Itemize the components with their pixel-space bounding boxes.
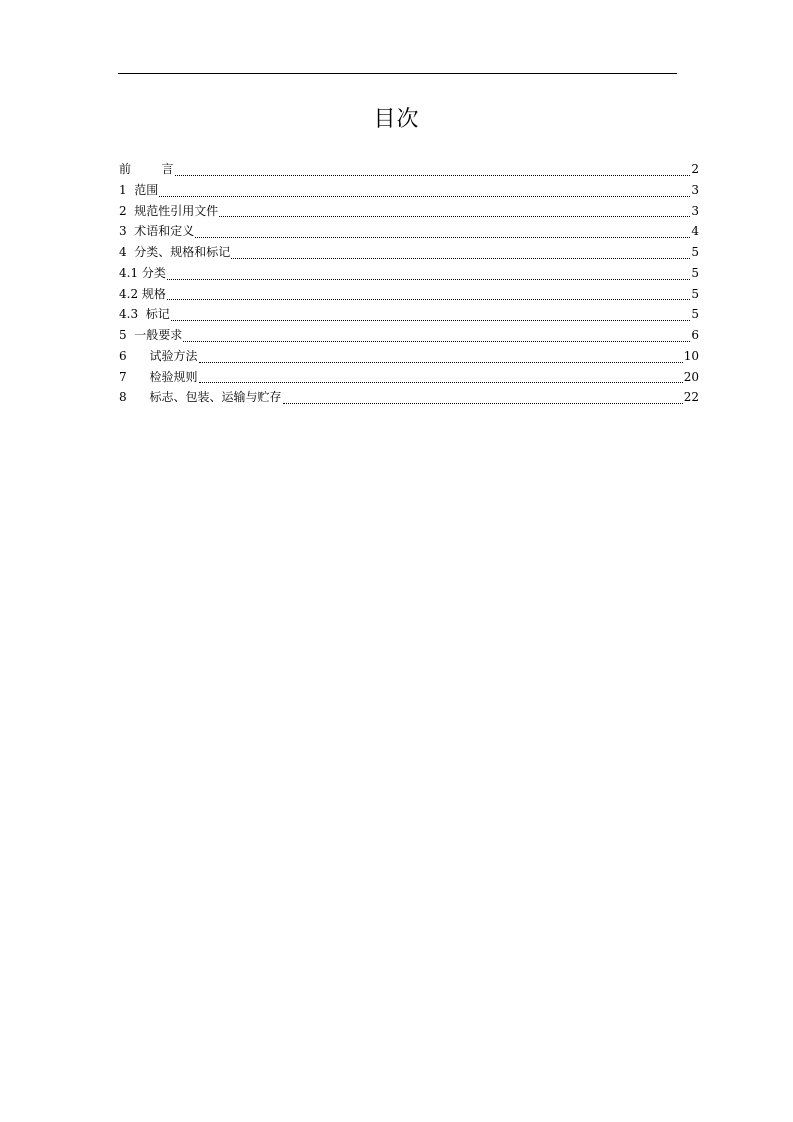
toc-leader-dots [219, 216, 690, 217]
toc-entry-page: 5 [691, 265, 699, 280]
toc-entry[interactable] [119, 367, 699, 388]
toc-entry-label: 言 [161, 162, 174, 176]
toc-entry-label: 规格 [141, 286, 166, 301]
toc-entry-page: 5 [691, 307, 699, 322]
toc-entry-label: 一般要求 [134, 328, 183, 342]
toc-entry-number: 5 [119, 328, 127, 342]
toc-entry-number: 4.2 [119, 286, 139, 301]
toc-entry-gap [127, 201, 135, 222]
toc-leader-dots [283, 403, 683, 404]
toc-entry[interactable] [119, 242, 699, 263]
toc-entry-label: 检验规则 [149, 369, 198, 384]
toc-leader-dots [167, 299, 690, 300]
toc-entry-number: 6 [119, 348, 127, 363]
toc-entry[interactable] [119, 180, 699, 201]
toc-entry[interactable] [119, 304, 699, 325]
toc-entry-gap [127, 346, 150, 367]
toc-leader-dots [199, 382, 683, 383]
toc-leader-dots [159, 196, 690, 197]
toc-entry-gap [127, 221, 135, 242]
toc-entry-page: 20 [683, 369, 699, 384]
toc-entry-gap [127, 180, 135, 201]
toc-leader-dots [199, 362, 683, 363]
toc-entry[interactable] [119, 284, 699, 305]
toc-entry-gap [127, 387, 150, 408]
header-rule [118, 73, 677, 74]
table-of-contents [119, 159, 699, 408]
toc-entry-page: 5 [691, 286, 699, 301]
toc-entry[interactable] [119, 201, 699, 222]
toc-entry-label: 分类、规格和标记 [134, 245, 231, 259]
toc-entry[interactable] [119, 325, 699, 346]
toc-entry-page: 3 [691, 203, 699, 218]
toc-entry-number: 4 [119, 245, 127, 259]
toc-entry-page: 22 [683, 390, 699, 405]
toc-entry-page: 4 [691, 224, 699, 239]
toc-entry-label: 范围 [134, 182, 159, 197]
toc-entry-label: 试验方法 [149, 348, 198, 363]
toc-entry-number: 7 [119, 369, 127, 384]
toc-entry-page: 2 [691, 162, 699, 176]
toc-entry-gap [127, 325, 135, 346]
toc-entry[interactable] [119, 221, 699, 242]
toc-entry-label: 术语和定义 [134, 224, 195, 239]
toc-entry-gap [127, 367, 150, 388]
toc-entry-number: 3 [119, 224, 127, 239]
toc-entry-number: 8 [119, 390, 127, 405]
toc-entry-gap [127, 242, 135, 263]
toc-leader-dots [171, 320, 691, 321]
toc-entry[interactable] [119, 159, 699, 180]
toc-entry-page: 6 [691, 328, 699, 342]
toc-leader-dots [167, 279, 690, 280]
toc-entry-label: 标记 [145, 307, 170, 322]
toc-entry[interactable] [119, 346, 699, 367]
toc-entry-label: 标志、包装、运输与贮存 [149, 390, 282, 405]
toc-entry-page: 3 [691, 182, 699, 197]
toc-entry-label: 分类 [141, 265, 166, 280]
toc-entry[interactable] [119, 387, 699, 408]
toc-entry-gap [138, 304, 146, 325]
toc-entry-page: 10 [683, 348, 699, 363]
toc-entry-number: 4.3 [119, 307, 139, 322]
toc-entry-label: 规范性引用文件 [134, 203, 219, 218]
toc-entry-page: 5 [691, 245, 699, 259]
toc-leader-dots [231, 258, 690, 259]
toc-leader-dots [195, 237, 690, 238]
toc-leader-dots [175, 175, 691, 176]
toc-leader-dots [183, 341, 690, 342]
toc-entry-gap [131, 159, 162, 180]
toc-entry-number: 1 [119, 182, 127, 197]
toc-entry-number: 2 [119, 203, 127, 218]
toc-entry[interactable] [119, 263, 699, 284]
page-title: 目次 [373, 107, 420, 132]
toc-entry-number: 4.1 [119, 265, 139, 280]
toc-entry-number: 前 [119, 162, 132, 176]
